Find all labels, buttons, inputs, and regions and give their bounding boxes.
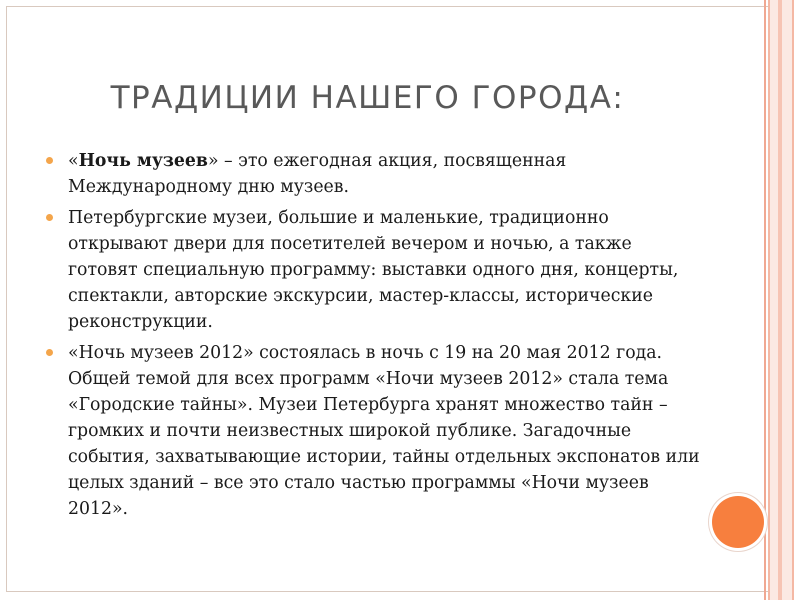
bullet-dot-icon xyxy=(46,157,53,164)
bullet-open-quote: « xyxy=(68,151,79,171)
decorative-stripe-outer xyxy=(764,0,766,600)
bullet-item xyxy=(46,148,701,200)
bullet-text: «Ночь музеев 2012» состоялась в ночь с 19 на 20 мая 2012 года. Общей темой для всех программ «Ночи музеев 2012» стала тема «Городские тайны». Музеи Петербурга хранят множество тайн – громких и почти неизвестных широкой публике. Загадочные события, захватывающие истории, тайны отдельных экспонатов или целых зданий – все это стало частью программы «Ночи музеев 2012». xyxy=(68,343,700,519)
bullet-dot-icon xyxy=(46,349,53,356)
slide-content xyxy=(46,148,701,527)
bullet-item xyxy=(46,340,701,522)
decorative-stripe-inner xyxy=(778,0,782,600)
bullet-dot-icon xyxy=(46,214,53,221)
bullet-item xyxy=(46,205,701,335)
bullet-text: » – это ежегодная акция, посвященная Международному дню музеев. xyxy=(68,151,567,197)
slide-title: ТРАДИЦИИ НАШЕГО ГОРОДА: xyxy=(110,80,625,116)
bullet-text: Петербургские музеи, большие и маленькие, традиционно открывают двери для посетителей вечером и ночью, а также готовят специальную программу: выставки одного дня, концерты, спектакли, авторские экскурсии, мастер-классы, исторические реконструкции. xyxy=(68,208,679,332)
decorative-circle xyxy=(712,496,764,548)
bullet-bold-text: Ночь музеев xyxy=(78,151,208,171)
